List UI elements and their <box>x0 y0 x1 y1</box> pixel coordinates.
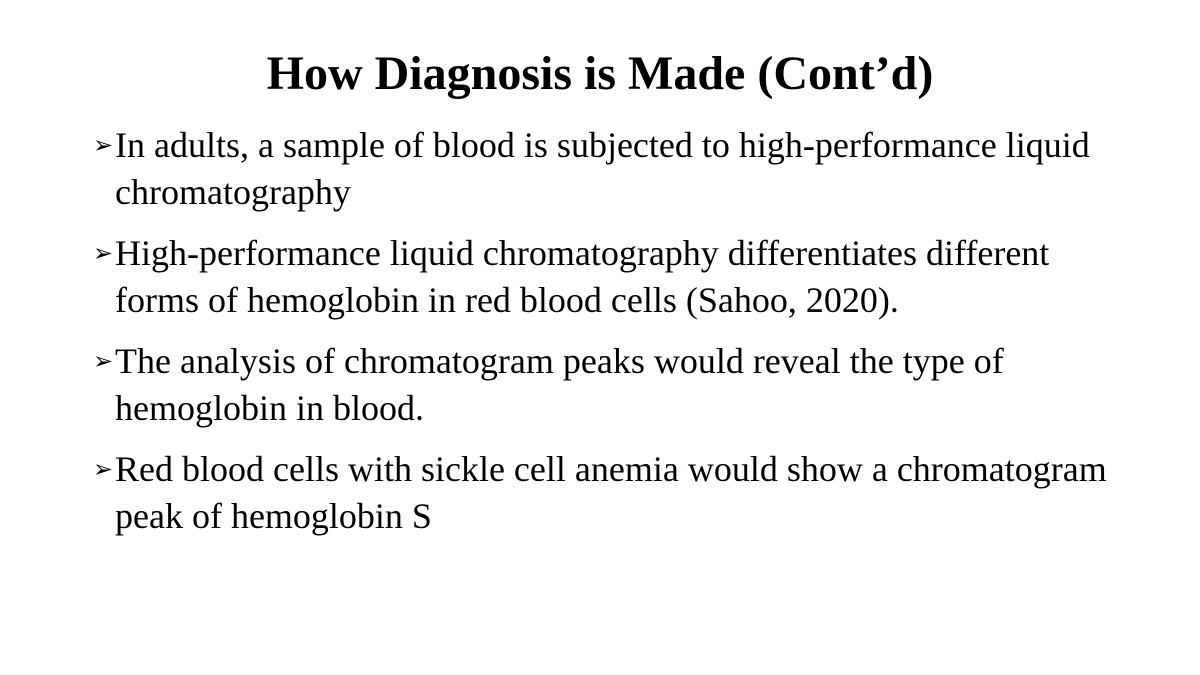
bullet-item <box>95 338 1125 432</box>
bullet-item <box>95 230 1125 324</box>
bullet-list <box>95 122 1125 554</box>
bullet-text: High-performance liquid chromatography differentiates different forms of hemoglobin in red blood cells (Sahoo, 2020). <box>115 233 1050 320</box>
arrow-bullet-icon: ➢ <box>93 239 114 267</box>
arrow-bullet-icon: ➢ <box>93 455 114 483</box>
slide-title: How Diagnosis is Made (Cont’d) <box>266 47 934 100</box>
arrow-bullet-icon: ➢ <box>93 347 114 375</box>
arrow-bullet-icon: ➢ <box>93 131 114 159</box>
bullet-item <box>95 122 1125 216</box>
bullet-item <box>95 446 1125 540</box>
bullet-text: The analysis of chromatogram peaks would reveal the type of hemoglobin in blood. <box>115 341 1004 428</box>
bullet-text: In adults, a sample of blood is subjected to high-performance liquid chromatography <box>115 125 1090 212</box>
bullet-text: Red blood cells with sickle cell anemia would show a chromatogram peak of hemoglobin S <box>115 449 1107 536</box>
